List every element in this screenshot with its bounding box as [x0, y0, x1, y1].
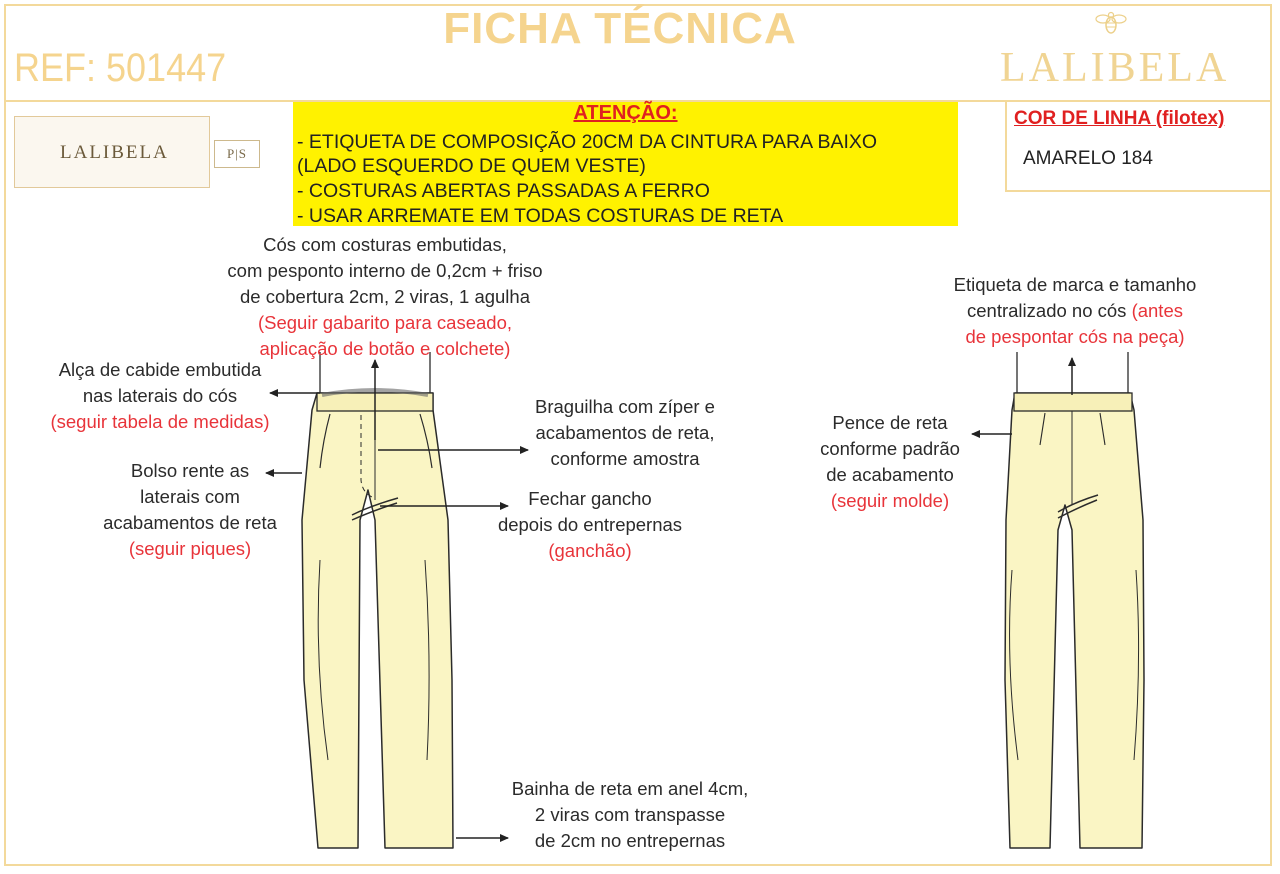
waistband-note: Cós com costuras embutidas, com pesponto interno de 0,2cm + friso de cobertura 2cm, 2 viras, 1 agulha (Seguir gabarito para caseado, aplicação de botão e colchete) — [227, 234, 543, 359]
thread-color-title: COR DE LINHA (filotex) — [1014, 108, 1225, 129]
attention-line: - COSTURAS ABERTAS PASSADAS A FERRO — [297, 180, 710, 202]
attention-line: (LADO ESQUERDO DE QUEM VESTE) — [297, 155, 646, 177]
front-pants-drawing — [302, 352, 453, 848]
hanger-loop-note: Alça de cabide embutida nas laterais do cós (seguir tabela de medidas) — [50, 359, 270, 432]
brand-name: LALIBELA — [1000, 45, 1230, 91]
hem-note: Bainha de reta em anel 4cm, 2 viras com transpasse de 2cm no entrepernas — [511, 778, 749, 851]
reference-number: REF: 501447 — [14, 46, 227, 90]
logo-text: LALIBELA — [60, 142, 169, 163]
fly-note: Braguilha com zíper e acabamentos de reta, conforme amostra — [535, 396, 715, 469]
page-title: FICHA TÉCNICA — [443, 4, 797, 53]
dart-note: Pence de reta conforme padrão de acabamento (seguir molde) — [820, 412, 960, 511]
attention-line: - ETIQUETA DE COMPOSIÇÃO 20CM DA CINTURA PARA BAIXO — [297, 131, 878, 153]
size-badge: P|S — [214, 140, 260, 168]
attention-title: ATENÇÃO: — [573, 102, 678, 124]
crotch-note: Fechar gancho depois do entrepernas (ganchão) — [497, 488, 683, 561]
label-note: Etiqueta de marca e tamanho centralizado no cós (antes de pespontar cós na peça) — [953, 274, 1197, 347]
back-pants-drawing — [1005, 352, 1144, 848]
pocket-note: Bolso rente as laterais com acabamentos de reta (seguir piques) — [103, 460, 277, 559]
thread-color-value: AMARELO 184 — [1023, 148, 1153, 169]
attention-line: - USAR ARREMATE EM TODAS COSTURAS DE RETA — [297, 205, 784, 227]
